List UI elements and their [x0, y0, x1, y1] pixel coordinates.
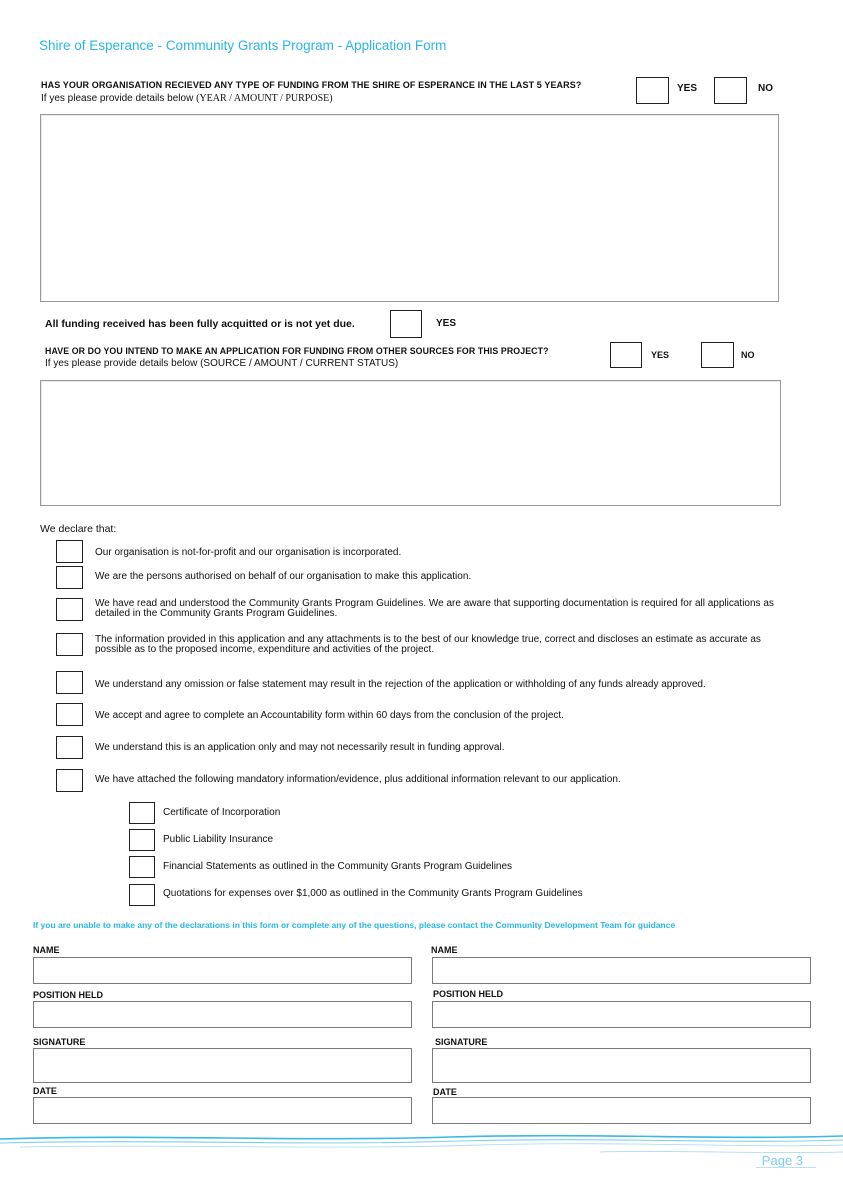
left-signature-label: SIGNATURE — [33, 1037, 86, 1047]
funding-question-2: HAVE OR DO YOU INTEND TO MAKE AN APPLICATION FOR FUNDING FROM OTHER SOURCES FOR THIS PROJECT? — [45, 346, 549, 356]
funding-1-details-textarea[interactable] — [40, 114, 779, 302]
left-date-field[interactable] — [33, 1097, 412, 1124]
funding-question-1: HAS YOUR ORGANISATION RECIEVED ANY TYPE OF FUNDING FROM THE SHIRE OF ESPERANCE IN THE LAST 5 YEARS? — [41, 80, 582, 90]
acquitted-yes-checkbox[interactable] — [390, 310, 422, 338]
funding-2-details-textarea[interactable] — [40, 380, 781, 506]
attachment-checkbox-3[interactable] — [129, 856, 155, 878]
funding-2-no-label: NO — [741, 350, 755, 360]
funding-2-no-checkbox[interactable] — [701, 342, 734, 368]
declare-item-3: We have read and understood the Community Grants Program Guidelines. We are aware that supporting documentation is required for all applications as detailed in the Community Grants Program Guidelines. — [95, 598, 774, 619]
declare-checkbox-6[interactable] — [56, 703, 83, 726]
funding-2-yes-label: YES — [651, 350, 670, 360]
page-number-underline — [756, 1167, 816, 1168]
page-header-title: Shire of Esperance - Community Grants Program - Application Form — [39, 38, 447, 53]
attachment-item-2: Public Liability Insurance — [163, 834, 274, 845]
declare-checkbox-7[interactable] — [56, 736, 83, 759]
declare-checkbox-1[interactable] — [56, 540, 83, 563]
declare-item-5: We understand any omission or false statement may result in the rejection of the application or withholding of any funds already approved. — [95, 679, 706, 690]
declare-item-2: We are the persons authorised on behalf of our organisation to make this application. — [95, 571, 472, 582]
acquitted-yes-label: YES — [436, 318, 457, 329]
funding-2-yes-checkbox[interactable] — [610, 342, 642, 368]
right-position-field[interactable] — [432, 1001, 811, 1028]
attachment-checkbox-4[interactable] — [129, 884, 155, 906]
left-position-field[interactable] — [33, 1001, 412, 1028]
attachment-item-4: Quotations for expenses over $1,000 as outlined in the Community Grants Program Guidelines — [163, 888, 583, 899]
left-signature-field[interactable] — [33, 1048, 412, 1083]
right-name-field[interactable] — [432, 957, 811, 984]
acquitted-statement: All funding received has been fully acquitted or is not yet due. — [45, 318, 355, 330]
left-date-label: DATE — [33, 1086, 57, 1096]
right-signature-field[interactable] — [432, 1048, 811, 1083]
declare-checkbox-8[interactable] — [56, 769, 83, 792]
funding-question-2-sub: If yes please provide details below (SOURCE / AMOUNT / CURRENT STATUS) — [45, 358, 399, 369]
funding-1-yes-checkbox[interactable] — [636, 77, 669, 104]
footer-wave-decoration — [0, 1126, 843, 1166]
page-number: Page 3 — [761, 1153, 803, 1168]
funding-1-no-label: NO — [758, 83, 773, 94]
declare-item-4: The information provided in this application and any attachments is to the best of our knowledge true, correct and discloses an estimate as accurate as possible as to the proposed income, expenditure and activities of the project. — [95, 634, 761, 655]
declare-checkbox-3[interactable] — [56, 598, 83, 621]
attachment-item-3: Financial Statements as outlined in the Community Grants Program Guidelines — [163, 861, 513, 872]
left-name-field[interactable] — [33, 957, 412, 984]
attachment-checkbox-1[interactable] — [129, 802, 155, 824]
declare-item-1: Our organisation is not-for-profit and our organisation is incorporated. — [95, 547, 402, 558]
funding-question-1-sub — [41, 93, 333, 104]
declare-item-6: We accept and agree to complete an Accountability form within 60 days from the conclusion of the project. — [95, 710, 564, 721]
declare-item-7: We understand this is an application only and may not necessarily result in funding approval. — [95, 742, 505, 753]
left-position-label: POSITION HELD — [33, 990, 104, 1000]
right-name-label: NAME — [431, 945, 458, 955]
right-date-field[interactable] — [432, 1097, 811, 1124]
declare-item-8: We have attached the following mandatory information/evidence, plus additional information relevant to our application. — [95, 774, 621, 785]
declare-checkbox-2[interactable] — [56, 566, 83, 589]
declare-intro: We declare that: — [40, 523, 117, 535]
right-position-label: POSITION HELD — [433, 989, 504, 999]
guidance-note: If you are unable to make any of the declarations in this form or complete any of the questions, please contact the Community Development Team for guidance — [33, 920, 676, 930]
attachment-item-1: Certificate of Incorporation — [163, 807, 281, 818]
funding-question-1-sub-text: If yes please provide details below — [41, 93, 194, 104]
attachment-checkbox-2[interactable] — [129, 829, 155, 851]
declare-checkbox-5[interactable] — [56, 671, 83, 694]
funding-1-no-checkbox[interactable] — [714, 77, 747, 104]
declare-checkbox-4[interactable] — [56, 633, 83, 656]
right-signature-label: SIGNATURE — [435, 1037, 488, 1047]
left-name-label: NAME — [33, 945, 60, 955]
right-date-label: DATE — [433, 1087, 457, 1097]
funding-question-1-sub-detail: (YEAR / AMOUNT / PURPOSE) — [196, 93, 333, 104]
funding-1-yes-label: YES — [677, 83, 698, 94]
